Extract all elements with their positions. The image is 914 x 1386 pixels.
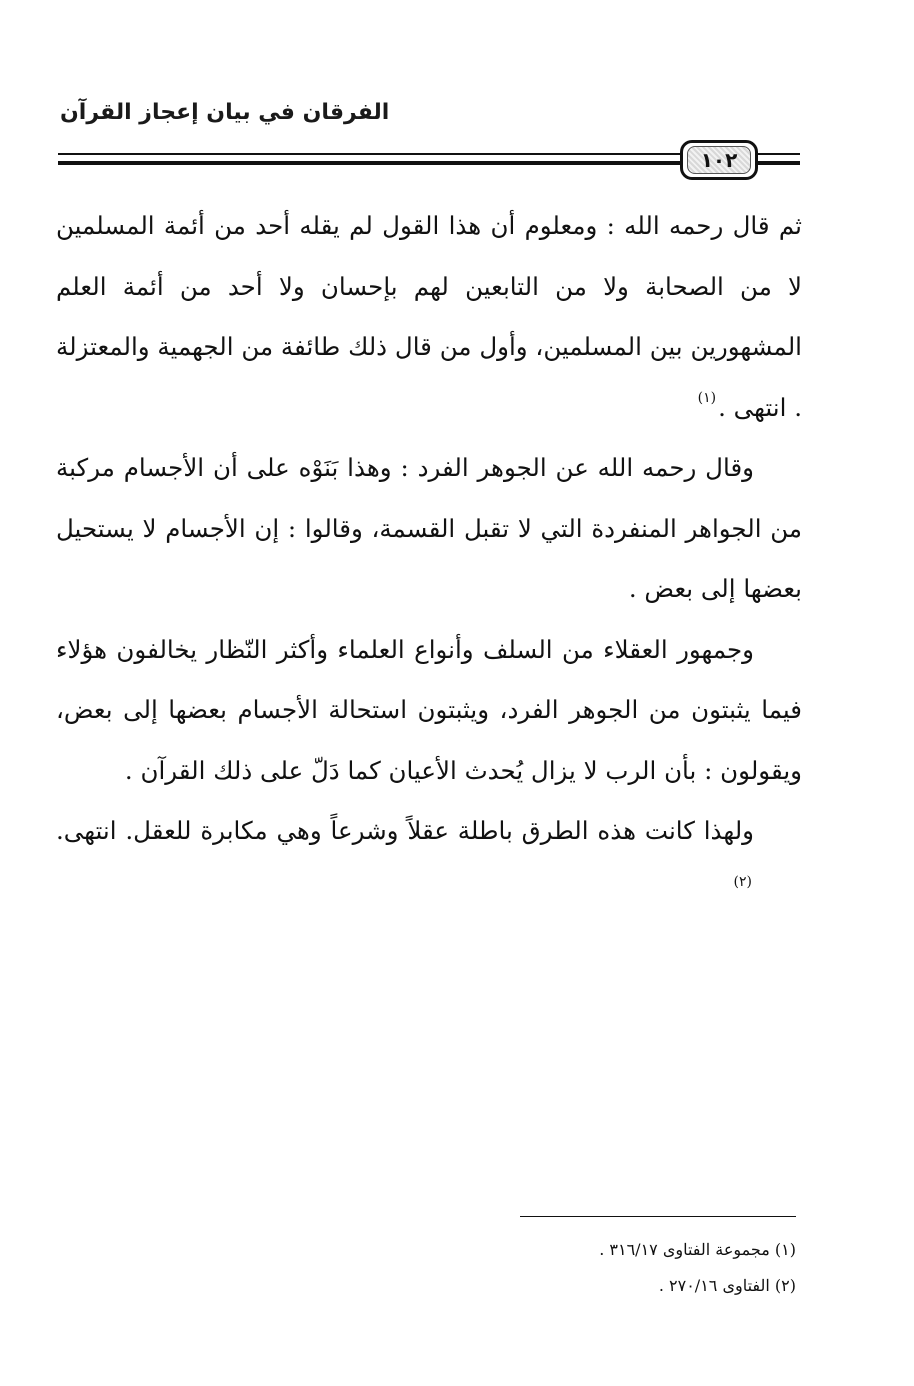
footnote: (٢) الفتاوى ٢٧٠/١٦ . <box>658 1276 796 1295</box>
paragraph <box>56 438 802 620</box>
paragraph-text: ولهذا كانت هذه الطرق باطلة عقلاً وشرعاً وهي مكابرة للعقل. انتهى. <box>56 816 754 845</box>
footnotes <box>400 1232 796 1304</box>
paragraph-text: وقال رحمه الله عن الجوهر الفرد : وهذا بَنَوْه على أن الأجسام مركبة من الجواهر المنفردة التي لا تقبل القسمة، وقالوا : إن الأجسام لا يستحيل بعضها إلى بعض . <box>56 453 802 603</box>
footnote: (١) مجموعة الفتاوى ٣١٦/١٧ . <box>599 1240 796 1259</box>
header-rule <box>58 140 800 180</box>
paragraph: ولهذا كانت هذه الطرق باطلة عقلاً وشرعاً وهي مكابرة للعقل. انتهى.(٢) <box>56 816 754 890</box>
paragraph: ثم قال رحمه الله : ومعلوم أن هذا القول لم يقله أحد من أئمة المسلمين لا من الصحابة ولا من التابعين لهم بإحسان ولا أحد من أئمة العلم المشهورين بين المسلمين، وأول من قال ذلك طائفة من الجهمية والمعتزلة . انتهى .(١) <box>56 211 802 422</box>
running-header-title: الفرقان في بيان إعجاز القرآن <box>60 100 390 125</box>
page-number: ١٠٢ <box>687 146 751 174</box>
header-rule-line <box>758 153 800 155</box>
header-rule-line <box>58 153 680 155</box>
body-text <box>56 196 802 922</box>
paragraph-text: وجمهور العقلاء من السلف وأنواع العلماء وأكثر النّظار يخالفون هؤلاء فيما يثبتون من الجوهر الفرد، ويثبتون استحالة الأجسام بعضها إلى بعض، ويقولون : بأن الرب لا يزال يُحدث الأعيان كما دَلّ على ذلك القرآن . <box>56 634 802 785</box>
paragraph <box>56 620 802 802</box>
page-number-badge <box>680 140 758 180</box>
footnote-separator <box>520 1216 796 1217</box>
header-rule-line <box>58 161 680 165</box>
paragraph-text: ثم قال رحمه الله : ومعلوم أن هذا القول لم يقله أحد من أئمة المسلمين لا من الصحابة ولا من التابعين لهم بإحسان ولا أحد من أئمة العلم المشهورين بين المسلمين، وأول من قال ذلك طائفة من الجهمية والمعتزلة . انتهى . <box>56 211 802 422</box>
header-rule-line <box>758 161 800 165</box>
